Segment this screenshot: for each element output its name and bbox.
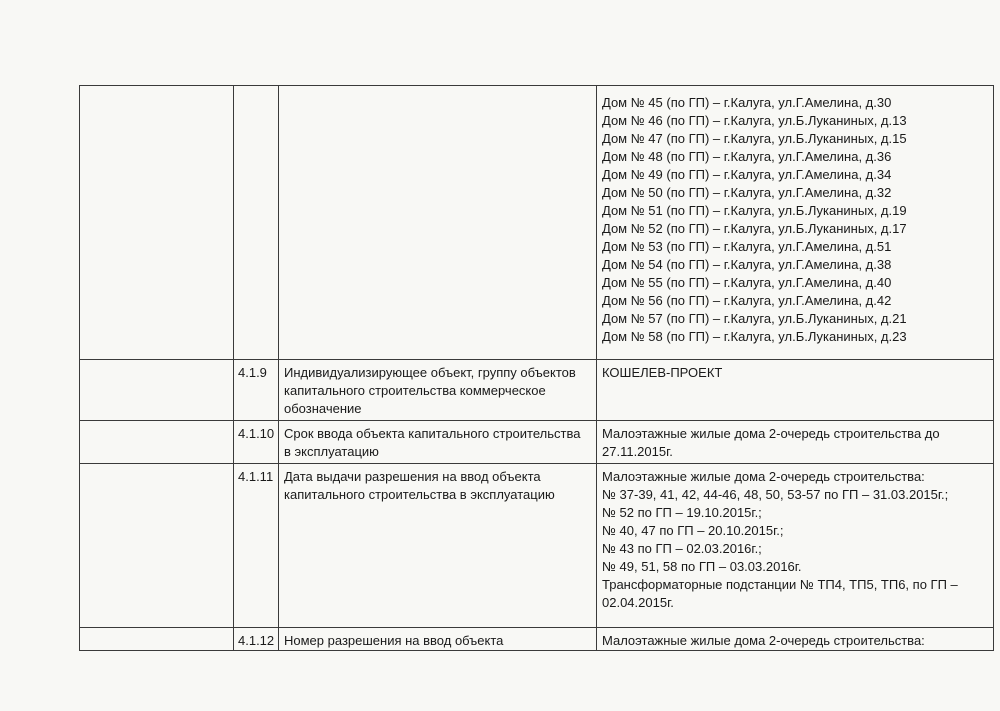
- table-row-4-1-11: [80, 464, 994, 627]
- house-line: Дом № 47 (по ГП) – г.Калуга, ул.Б.Луканиных, д.15: [602, 131, 907, 146]
- house-list-cell: [597, 86, 994, 360]
- item-number-cell: [234, 86, 279, 360]
- house-line: Дом № 57 (по ГП) – г.Калуга, ул.Б.Луканиных, д.21: [602, 311, 907, 326]
- item-title-line: капитального строительства коммерческое: [284, 382, 546, 398]
- info-table: [79, 85, 994, 651]
- item-value-cell: [597, 627, 994, 650]
- item-title-cell: [279, 86, 597, 360]
- item-title-cell: [279, 420, 597, 464]
- item-title-line: обозначение: [284, 400, 362, 416]
- house-line: Дом № 56 (по ГП) – г.Калуга, ул.Г.Амелина, д.42: [602, 293, 892, 308]
- item-value-line: 27.11.2015г.: [602, 443, 673, 459]
- house-line: Дом № 48 (по ГП) – г.Калуга, ул.Г.Амелина, д.36: [602, 149, 892, 164]
- table-row-4-1-10: [80, 420, 994, 464]
- item-title-line: Срок ввода объекта капитального строительства: [284, 425, 581, 441]
- item-value-line: № 49, 51, 58 по ГП – 03.03.2016г.: [602, 559, 802, 575]
- item-value-line: 02.04.2015г.: [602, 595, 674, 611]
- item-number: 4.1.10: [234, 420, 279, 464]
- item-value-cell: [597, 420, 994, 464]
- item-value-line: № 40, 47 по ГП – 20.10.2015г.;: [602, 523, 784, 539]
- blank-cell: [80, 627, 234, 650]
- table-row-4-1-9: [80, 359, 994, 420]
- item-title-line: Дата выдачи разрешения на ввод объекта: [284, 469, 541, 485]
- item-value-line: № 43 по ГП – 02.03.2016г.;: [602, 541, 762, 557]
- item-value-line: № 52 по ГП – 19.10.2015г.;: [602, 505, 762, 521]
- house-line: Дом № 51 (по ГП) – г.Калуга, ул.Б.Луканиных, д.19: [602, 203, 907, 218]
- house-line: Дом № 46 (по ГП) – г.Калуга, ул.Б.Луканиных, д.13: [602, 113, 907, 128]
- blank-cell: [80, 86, 234, 360]
- item-title-line: в эксплуатацию: [284, 443, 379, 459]
- house-line: Дом № 54 (по ГП) – г.Калуга, ул.Г.Амелина, д.38: [602, 257, 892, 272]
- house-line: Дом № 53 (по ГП) – г.Калуга, ул.Г.Амелина, д.51: [602, 239, 892, 254]
- item-title-cell: [279, 359, 597, 420]
- item-value-line: Малоэтажные жилые дома 2-очередь строительства до: [602, 425, 940, 441]
- item-value-cell: [597, 359, 994, 420]
- item-title-line: Номер разрешения на ввод объекта: [284, 632, 504, 648]
- item-number: 4.1.11: [234, 464, 279, 627]
- house-line: Дом № 50 (по ГП) – г.Калуга, ул.Г.Амелина, д.32: [602, 185, 892, 200]
- house-line: Дом № 55 (по ГП) – г.Калуга, ул.Г.Амелина, д.40: [602, 275, 892, 290]
- item-value-cell: [597, 464, 994, 627]
- item-title-line: капитального строительства в эксплуатацию: [284, 487, 555, 503]
- item-value-line: Малоэтажные жилые дома 2-очередь строительства:: [602, 469, 925, 485]
- item-title-cell: [279, 464, 597, 627]
- item-value-line: № 37-39, 41, 42, 44-46, 48, 50, 53-57 по ГП – 31.03.2015г.;: [602, 487, 949, 503]
- item-title-line: Индивидуализирующее объект, группу объектов: [284, 364, 576, 380]
- table-row-4-1-12: [80, 627, 994, 650]
- item-value-line: КОШЕЛЕВ-ПРОЕКТ: [602, 364, 723, 380]
- item-value-line: Малоэтажные жилые дома 2-очередь строительства:: [602, 632, 925, 648]
- blank-cell: [80, 464, 234, 627]
- item-number: 4.1.12: [234, 627, 279, 650]
- house-line: Дом № 58 (по ГП) – г.Калуга, ул.Б.Луканиных, д.23: [602, 329, 907, 344]
- item-number: 4.1.9: [234, 359, 279, 420]
- item-title-cell: [279, 627, 597, 650]
- table-row: [80, 86, 994, 360]
- blank-cell: [80, 420, 234, 464]
- item-value-line: Трансформаторные подстанции № ТП4, ТП5, ТП6, по ГП –: [602, 577, 958, 593]
- house-line: Дом № 45 (по ГП) – г.Калуга, ул.Г.Амелина, д.30: [602, 95, 892, 110]
- house-line: Дом № 52 (по ГП) – г.Калуга, ул.Б.Луканиных, д.17: [602, 221, 907, 236]
- blank-cell: [80, 359, 234, 420]
- house-line: Дом № 49 (по ГП) – г.Калуга, ул.Г.Амелина, д.34: [602, 167, 892, 182]
